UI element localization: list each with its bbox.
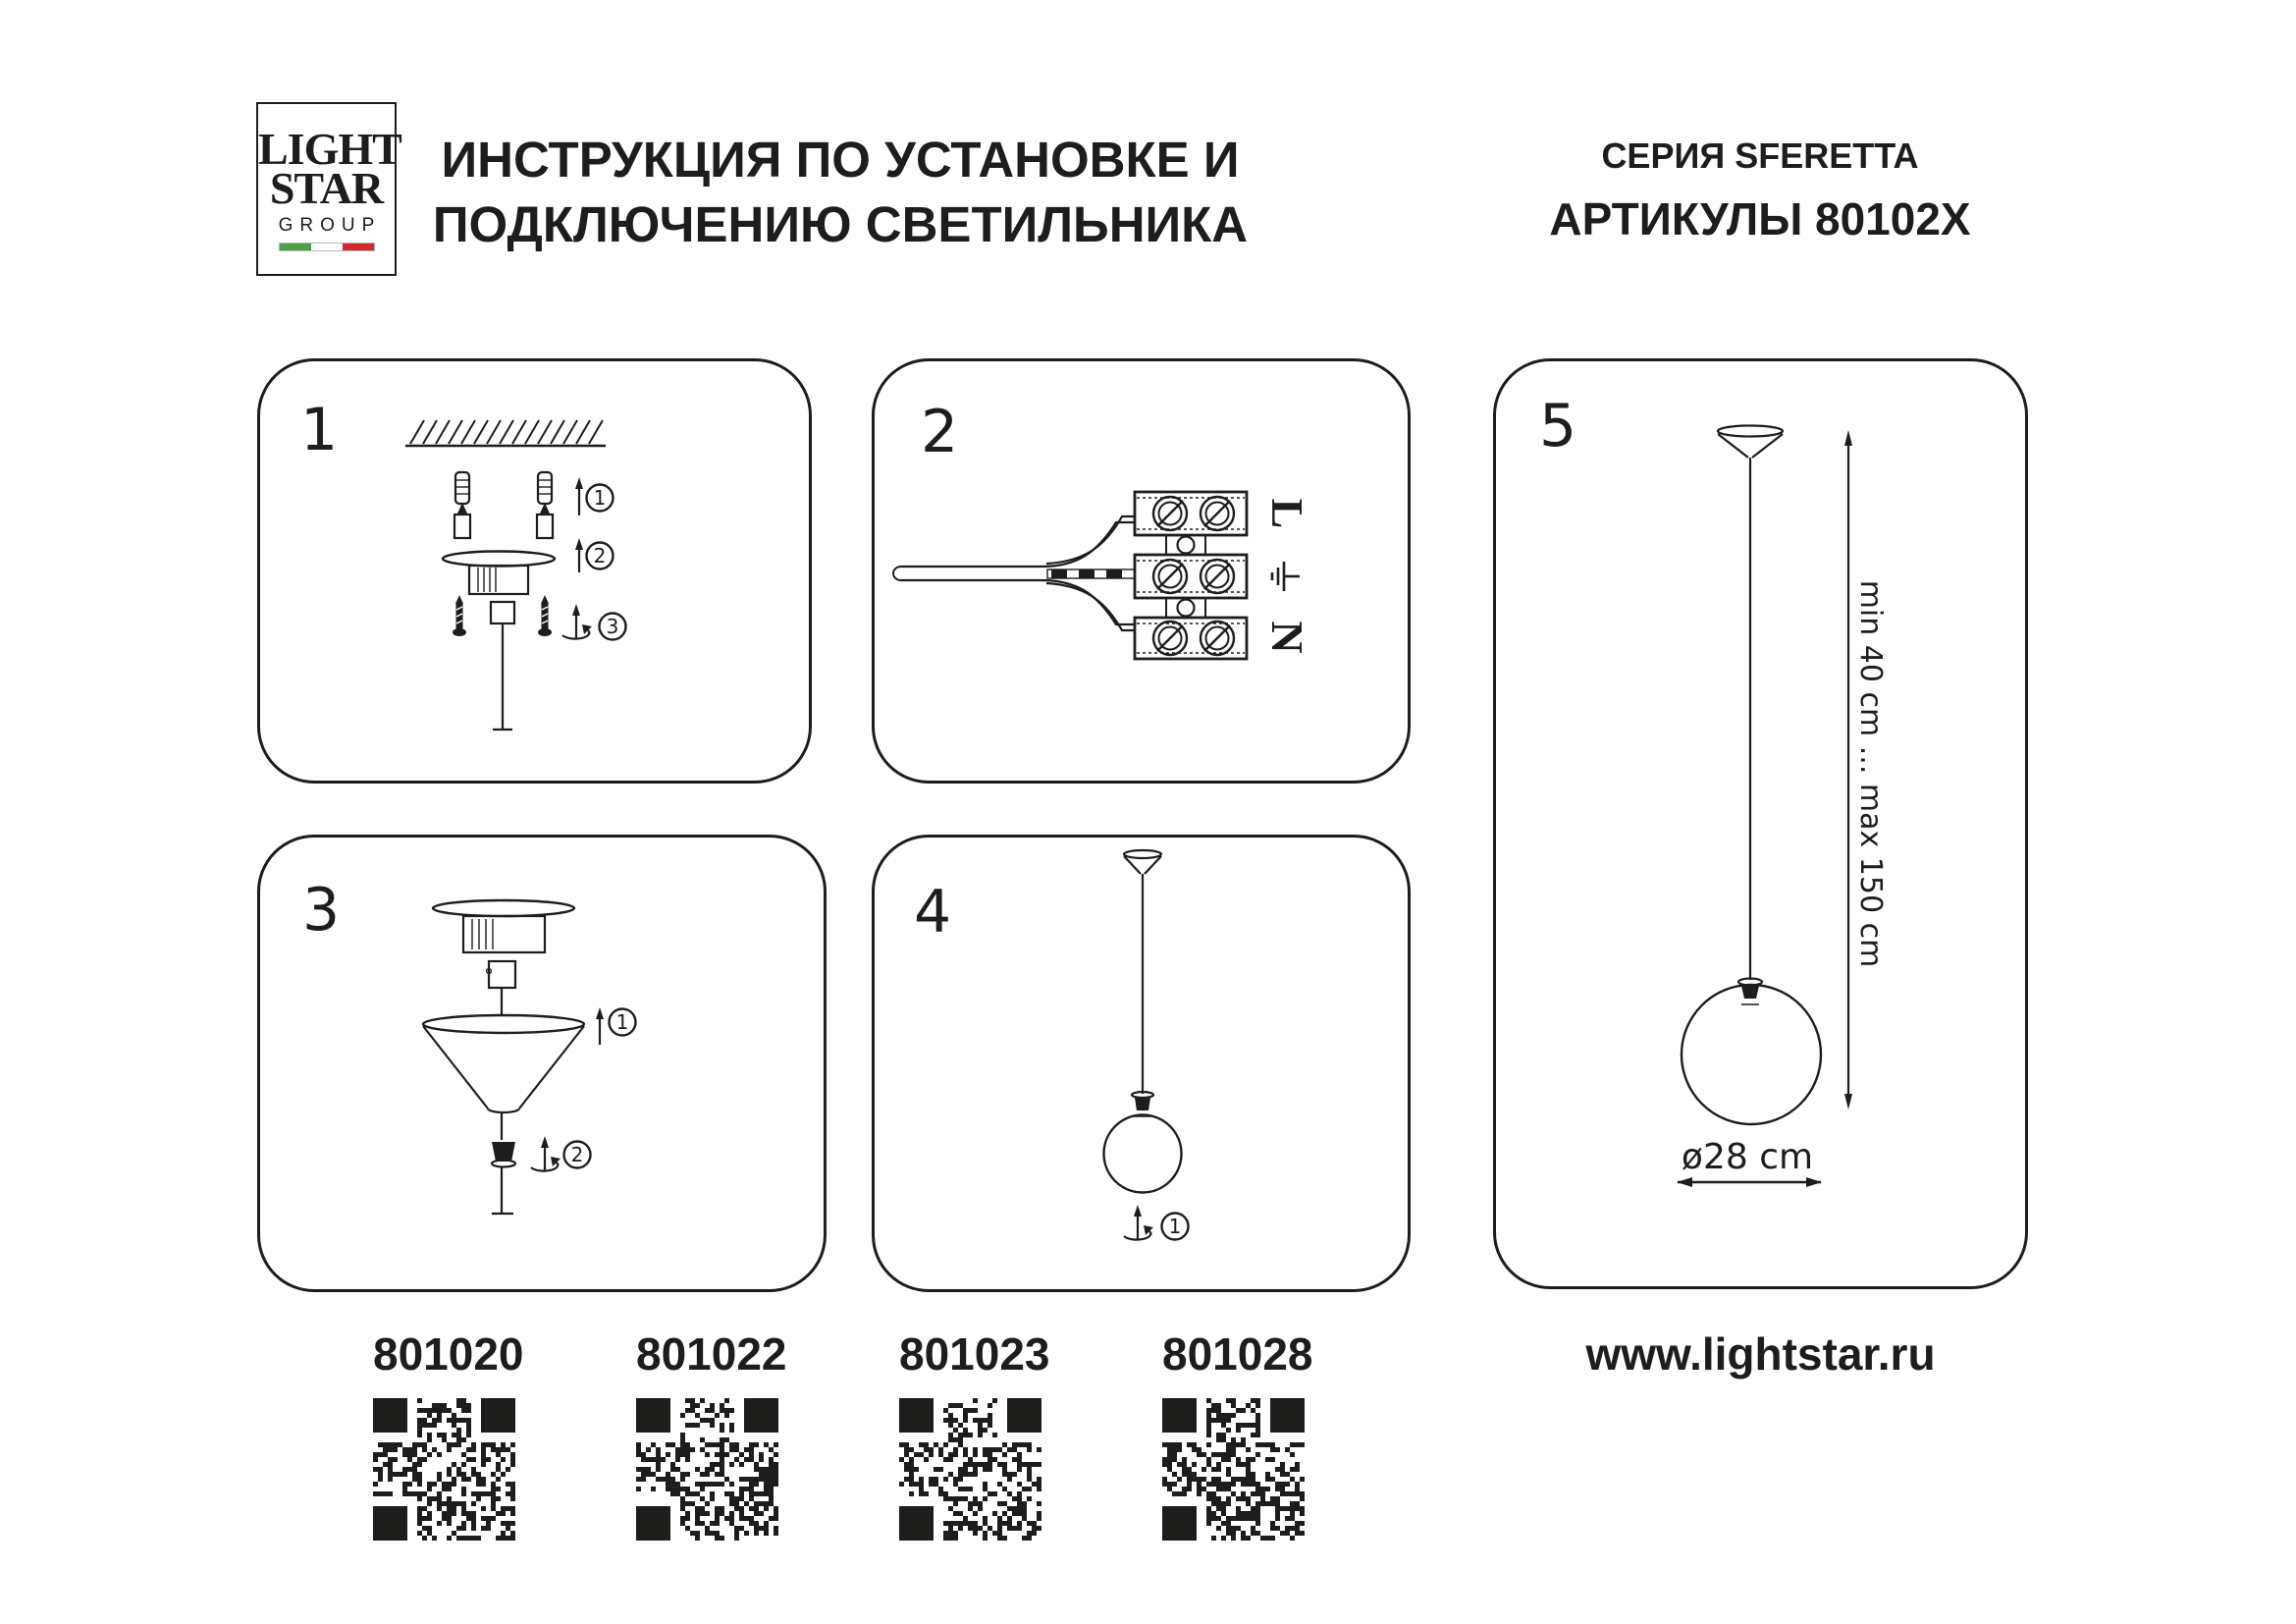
panel-4-drawing [875,838,1414,1295]
page-title [422,128,1258,258]
svg-text:1: 1 [615,1010,629,1034]
svg-text:1: 1 [1168,1215,1182,1238]
ceiling-bracket-icon [433,900,574,1015]
series-title: СЕРИЯ SFERETTA [1601,135,1919,176]
panel-4-number: 4 [914,878,952,947]
flag-green [280,244,311,250]
panel-3-drawing [260,838,829,1295]
panel-2-number: 2 [921,398,959,466]
earth-ground-icon [1272,562,1300,591]
lightstar-logo [256,102,401,276]
wall-anchor-icon [454,472,470,538]
screw-icon [538,595,552,636]
flag-white [311,244,343,250]
svg-text:3: 3 [606,615,619,638]
terminal-block-icon [1135,492,1247,659]
panel-1-drawing [260,361,815,786]
panel-step-2 [872,358,1411,784]
neutral-label: N [1262,621,1312,654]
ceiling-hatch-icon [405,420,606,446]
cord-grip-icon [492,1142,515,1214]
step-badge [564,1142,591,1168]
qr-code [899,1398,1041,1541]
step-badge [610,1009,636,1036]
flag-red [343,244,374,250]
logo-word-star: STAR [269,162,384,213]
wall-anchor-icon [537,472,553,538]
svg-text:2: 2 [593,544,607,568]
rotate-arrow-icon [1124,1205,1153,1240]
logo-word-light: LIGHT [258,124,401,174]
panel-2-drawing [875,361,1414,786]
height-dimension-arrow [1844,430,1852,1110]
rotate-arrow-icon [562,604,592,639]
panel-5-number: 5 [1539,392,1577,460]
logo-word-group: GROUP [278,215,382,237]
step-badge [1162,1214,1189,1240]
svg-text:1: 1 [593,486,607,510]
panel-step-3 [257,835,827,1292]
up-arrow-icon [575,477,583,515]
cone-shade-icon [423,1015,584,1140]
screw-icon [453,595,466,636]
panel-dimensions [1493,358,2028,1289]
website-link: www.lightstar.ru [1585,1328,1936,1380]
svg-text:2: 2 [570,1143,584,1166]
step-badge [587,543,614,569]
up-arrow-icon [596,1007,604,1045]
italian-flag-icon [279,243,375,251]
qr-code [1162,1398,1305,1541]
article-number: 801020 [373,1328,524,1380]
power-cable-icon [893,516,1135,630]
panel-step-4 [872,835,1411,1292]
article-number: 801022 [636,1328,787,1380]
pendant-lamp-icon [1104,850,1182,1193]
qr-code [636,1398,778,1541]
title-line-1: ИНСТРУКЦИЯ ПО УСТАНОВКЕ И [441,132,1240,188]
panel-5-drawing [1496,361,2031,1292]
diameter-dimension-arrow [1677,1177,1822,1187]
up-arrow-icon [575,538,583,572]
step-badge [600,614,626,640]
articles-title: АРТИКУЛЫ 80102X [1549,193,1971,244]
panel-step-1 [257,358,812,784]
article-number: 801023 [899,1328,1050,1380]
terminal-screw-icon [1153,497,1234,655]
qr-code [373,1398,515,1541]
live-label: L [1262,498,1312,529]
height-range-label: min 40 cm ... max 150 cm [1853,579,1888,968]
step-badge [587,485,614,512]
pendant-lamp-icon [1682,426,1821,1125]
title-line-2: ПОДКЛЮЧЕНИЮ СВЕТИЛЬНИКА [432,196,1249,253]
panel-3-number: 3 [302,876,341,945]
rotate-arrow-icon [531,1136,561,1171]
ceiling-bracket-icon [443,552,555,731]
article-number: 801028 [1162,1328,1313,1380]
panel-1-number: 1 [300,396,339,464]
diameter-label: ø28 cm [1681,1137,1814,1177]
